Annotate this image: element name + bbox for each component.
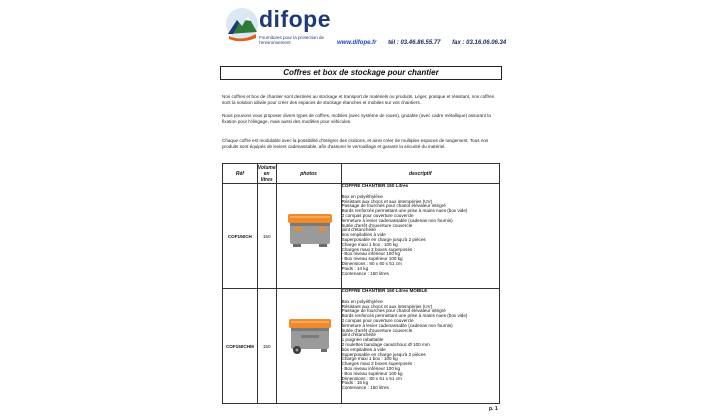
product-title: COFFRE CHANTIER 150 Litres <box>341 183 409 188</box>
fax-number: fax : 03.16.06.06.34 <box>452 40 507 46</box>
product-ref: COF150CH <box>223 184 258 289</box>
desc-line: Passage de fourches pour chariot élévateur intégré <box>341 203 446 209</box>
desc-line: box empilables à vide <box>341 232 386 238</box>
desc-line: Bords renforcés permettant une prise à mains nues (box vide) <box>341 208 468 214</box>
desc-line: 2 compas pour ouverture couvercle <box>341 212 414 218</box>
desc-line: Passage de fourches pour chariot élévateur intégré <box>341 308 446 314</box>
product-table <box>222 163 500 404</box>
desc-line: Dimensions : 80 x 61 x 51 cm <box>341 375 402 381</box>
desc-line: Résistant aux chocs et aux intempéries (UV) <box>341 303 433 309</box>
logo-wordmark: difope <box>259 6 331 32</box>
desc-line: Poids : 15 kg <box>341 380 369 386</box>
desc-line: - Box niveau supérieur 100 kg <box>341 256 403 262</box>
header-ref: Réf <box>223 164 258 184</box>
mobile-box-photo <box>287 315 333 355</box>
desc-line: Bords renforcés permettant une prise à mains nues (box vide) <box>341 313 468 319</box>
table-row <box>223 184 500 289</box>
desc-line: Charge maxi 1 box : 100 kg <box>341 241 398 247</box>
desc-line: joint d'étanchéité <box>341 227 376 233</box>
desc-line: 1 poignée rabattable <box>341 337 384 343</box>
page-number: p. 1 <box>489 406 498 412</box>
desc-line: Charges maxi 2 boxes superposés : <box>341 361 415 367</box>
desc-line: fermeture à levier cadenassable (cadenas non fournis) <box>341 322 453 328</box>
desc-line: Superposable en charge jusqu'à 2 pièces <box>341 351 426 357</box>
product-description <box>341 289 499 404</box>
product-photo-cell <box>276 184 341 289</box>
product-photo-cell <box>276 289 341 404</box>
desc-line: box empilables à vide <box>341 346 386 352</box>
phone-number: tél : 03.46.86.55.77 <box>388 40 441 46</box>
desc-line: Box en polyéthylène <box>341 298 383 304</box>
desc-line: Résistant aux chocs et aux intempéries (UV) <box>341 198 433 204</box>
site-box-photo <box>287 210 333 248</box>
mountain-logo-icon <box>225 4 259 44</box>
desc-line: joint d'étanchéité <box>341 332 376 338</box>
desc-line: Dimensions : 80 x 60 x 51 cm <box>341 260 402 266</box>
product-volume: 150 <box>257 289 276 404</box>
table-row <box>223 289 500 404</box>
website-link[interactable]: www.difope.fr <box>337 40 377 46</box>
desc-line: 2 compas pour ouverture couvercle <box>341 317 414 323</box>
desc-line: butée d'arrêt d'ouverture couvercle <box>341 327 413 333</box>
product-volume: 150 <box>257 184 276 289</box>
modular-paragraph: Chaque coffre est modulable avec la possibilité d'intégrer des cloisons, et ainsi créer de multiples espaces de rangement. Tous nos produits sont équipés de leviers cadenassable, afin d'assurer le verrouillage et garantir la sécurité du matériel. <box>222 138 489 150</box>
desc-line: - Box niveau inférieur 100 kg <box>341 365 401 371</box>
difope-logo <box>225 4 345 48</box>
desc-line: Box en polyéthylène <box>341 193 383 199</box>
desc-line: Poids : 14 kg <box>341 265 369 271</box>
product-ref: COF150CHM <box>223 289 258 404</box>
desc-line: Charges maxi 2 boxes superposés : <box>341 246 415 252</box>
table-header-row <box>223 164 500 184</box>
header-descriptif: descriptif <box>341 164 499 184</box>
product-title: COFFRE CHANTIER 150 Litres MOBILE <box>341 288 428 293</box>
desc-line: Charge maxi 1 box : 100 kg <box>341 356 398 362</box>
desc-line: 2 roulettes bandage caoutchouc Ø 100 mm <box>341 341 430 347</box>
types-paragraph: Nous pouvons vous proposer divers types de coffres, mobiles (avec système de roues), grutable (avec cadre métallique) assurant la fixation pour l'élingage, mais aussi des modèles pour véhicules. <box>222 113 491 125</box>
desc-line: - Box niveau inférieur 100 kg <box>341 251 401 257</box>
header-volume: Volume en litres <box>257 164 276 183</box>
desc-line: Contenance : 150 litres <box>341 270 389 276</box>
page-title: Coffres et box de stockage pour chantier <box>220 66 502 80</box>
desc-line: Superposable en charge jusqu'à 2 pièces <box>341 236 426 242</box>
desc-line: Contenance : 150 litres <box>341 385 389 391</box>
desc-line: - Box niveau supérieur 100 kg <box>341 370 403 376</box>
product-description <box>341 184 499 289</box>
desc-line: butée d'arrêt d'ouverture couvercle <box>341 222 413 228</box>
contact-line <box>337 40 506 46</box>
desc-line: fermeture à levier cadenassable (cadenas non fournis) <box>341 217 453 223</box>
header-photos: photos <box>276 164 341 184</box>
intro-paragraph: Nos coffres et box de chantier sont destinés au stockage et transport de matériels ou produits. Léger, pratique et résistant, nos coffres sont la solution idéale pour créer des espaces de stockage étanches et mobiles sur vos chantiers. <box>222 94 495 106</box>
logo-tagline: Fournitures pour la protection de l'environnement <box>259 35 325 45</box>
